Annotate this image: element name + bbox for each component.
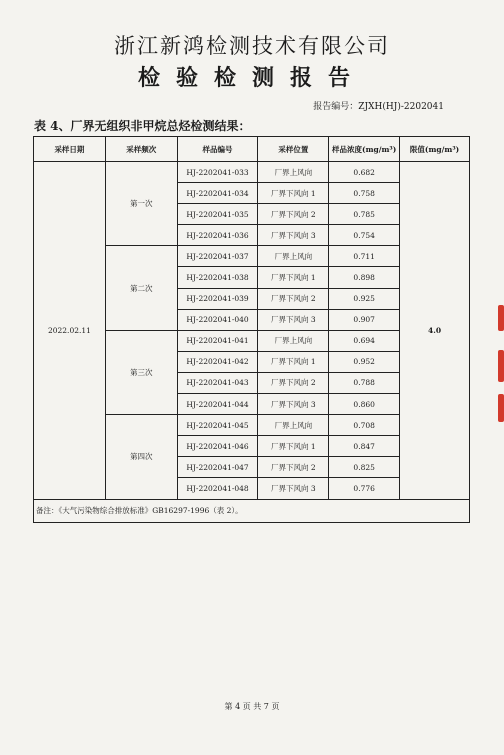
sample-no-cell: HJ-2202041-034 — [177, 183, 258, 204]
frequency-cell: 第一次 — [105, 162, 177, 246]
concentration-cell: 0.785 — [329, 204, 400, 225]
position-cell: 厂界下风向 3 — [258, 225, 329, 246]
results-table — [33, 136, 470, 523]
position-cell: 厂界下风向 1 — [258, 436, 329, 457]
note-row — [34, 499, 470, 522]
header-concentration: 样品浓度(mg/m³) — [329, 137, 400, 162]
header-sample-no: 样品编号 — [177, 137, 258, 162]
sample-no-cell: HJ-2202041-035 — [177, 204, 258, 225]
sample-no-cell: HJ-2202041-045 — [177, 415, 258, 436]
position-cell: 厂界下风向 2 — [258, 372, 329, 393]
table-caption: 表 4、厂界无组织非甲烷总烃检测结果： — [34, 119, 251, 133]
sample-no-cell: HJ-2202041-046 — [177, 436, 258, 457]
company-name: 浙江新鸿检测技术有限公司 — [114, 34, 390, 58]
header-frequency: 采样频次 — [105, 137, 177, 162]
concentration-cell: 0.758 — [329, 183, 400, 204]
table-row — [34, 162, 470, 183]
sample-no-cell: HJ-2202041-033 — [177, 162, 258, 183]
header-limit: 限值(mg/m³) — [400, 137, 470, 162]
position-cell: 厂界下风向 2 — [258, 288, 329, 309]
sample-no-cell: HJ-2202041-042 — [177, 351, 258, 372]
stamp-edge-mark — [498, 305, 504, 331]
sampling-date-cell: 2022.02.11 — [34, 162, 106, 500]
page-footer: 第 4 页 共 7 页 — [224, 702, 280, 711]
sample-no-cell: HJ-2202041-044 — [177, 394, 258, 415]
position-cell: 厂界上风向 — [258, 162, 329, 183]
sample-no-cell: HJ-2202041-041 — [177, 330, 258, 351]
position-cell: 厂界下风向 3 — [258, 309, 329, 330]
sample-no-cell: HJ-2202041-038 — [177, 267, 258, 288]
sample-no-cell: HJ-2202041-036 — [177, 225, 258, 246]
concentration-cell: 0.682 — [329, 162, 400, 183]
stamp-edge-mark — [498, 350, 504, 382]
position-cell: 厂界下风向 1 — [258, 267, 329, 288]
report-title: 检验检测报告 — [137, 65, 366, 91]
sample-no-cell: HJ-2202041-039 — [177, 288, 258, 309]
sample-no-cell: HJ-2202041-043 — [177, 372, 258, 393]
concentration-cell: 0.952 — [329, 351, 400, 372]
sample-no-cell: HJ-2202041-040 — [177, 309, 258, 330]
header-position: 采样位置 — [258, 137, 329, 162]
sample-no-cell: HJ-2202041-047 — [177, 457, 258, 478]
concentration-cell: 0.825 — [329, 457, 400, 478]
position-cell: 厂界下风向 1 — [258, 183, 329, 204]
frequency-cell: 第二次 — [105, 246, 177, 330]
report-number: 报告编号：ZJXH(HJ)-2202041 — [313, 102, 444, 112]
limit-cell: 4.0 — [400, 162, 470, 500]
position-cell: 厂界上风向 — [258, 415, 329, 436]
frequency-cell: 第四次 — [105, 415, 177, 499]
concentration-cell: 0.847 — [329, 436, 400, 457]
concentration-cell: 0.708 — [329, 415, 400, 436]
concentration-cell: 0.711 — [329, 246, 400, 267]
concentration-cell: 0.788 — [329, 372, 400, 393]
sample-no-cell: HJ-2202041-048 — [177, 478, 258, 499]
position-cell: 厂界上风向 — [258, 246, 329, 267]
concentration-cell: 0.694 — [329, 330, 400, 351]
concentration-cell: 0.860 — [329, 394, 400, 415]
table-header-row — [34, 137, 470, 162]
concentration-cell: 0.776 — [329, 478, 400, 499]
table-note: 备注：《大气污染物综合排放标准》GB16297-1996（表 2）。 — [34, 499, 470, 522]
concentration-cell: 0.898 — [329, 267, 400, 288]
header-date: 采样日期 — [34, 137, 106, 162]
position-cell: 厂界下风向 2 — [258, 204, 329, 225]
stamp-edge-mark — [498, 394, 504, 422]
position-cell: 厂界下风向 3 — [258, 478, 329, 499]
position-cell: 厂界上风向 — [258, 330, 329, 351]
frequency-cell: 第三次 — [105, 330, 177, 414]
position-cell: 厂界下风向 2 — [258, 457, 329, 478]
concentration-cell: 0.754 — [329, 225, 400, 246]
position-cell: 厂界下风向 3 — [258, 394, 329, 415]
concentration-cell: 0.907 — [329, 309, 400, 330]
concentration-cell: 0.925 — [329, 288, 400, 309]
sample-no-cell: HJ-2202041-037 — [177, 246, 258, 267]
position-cell: 厂界下风向 1 — [258, 351, 329, 372]
